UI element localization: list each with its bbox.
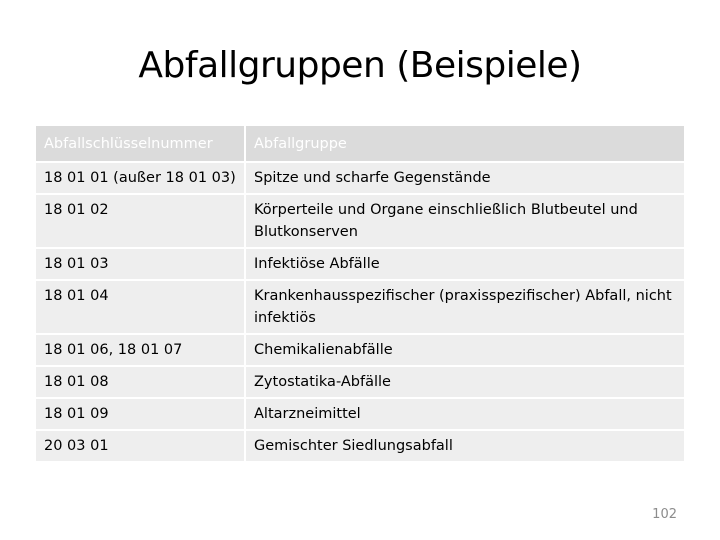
- slide-title: Abfallgruppen (Beispiele): [138, 45, 582, 86]
- table-row: [36, 431, 684, 463]
- cell-waste-group: Altarzneimittel: [246, 399, 684, 431]
- cell-waste-group: Spitze und scharfe Gegenstände: [246, 163, 684, 195]
- table-row: [36, 195, 684, 249]
- page-number: 102: [652, 507, 677, 522]
- cell-waste-code: 18 01 04: [36, 281, 246, 335]
- cell-waste-group: Zytostatika-Abfälle: [246, 367, 684, 399]
- cell-waste-group: Gemischter Siedlungsabfall: [246, 431, 684, 463]
- waste-groups-table: [36, 126, 684, 463]
- cell-waste-code: 18 01 08: [36, 367, 246, 399]
- cell-waste-code: 18 01 03: [36, 249, 246, 281]
- table-row: [36, 335, 684, 367]
- cell-waste-group: Krankenhausspezifischer (praxisspezifischer) Abfall, nicht infektiös: [246, 281, 684, 335]
- table-row: [36, 249, 684, 281]
- cell-waste-group: Körperteile und Organe einschließlich Blutbeutel und Blutkonserven: [246, 195, 684, 249]
- table-row: [36, 367, 684, 399]
- cell-waste-code: 18 01 06, 18 01 07: [36, 335, 246, 367]
- header-waste-code: Abfallschlüsselnummer: [36, 126, 246, 163]
- table-row: [36, 163, 684, 195]
- cell-waste-group: Infektiöse Abfälle: [246, 249, 684, 281]
- table-header-row: [36, 126, 684, 163]
- cell-waste-code: 18 01 01 (außer 18 01 03): [36, 163, 246, 195]
- cell-waste-group: Chemikalienabfälle: [246, 335, 684, 367]
- cell-waste-code: 20 03 01: [36, 431, 246, 463]
- cell-waste-code: 18 01 02: [36, 195, 246, 249]
- table-row: [36, 399, 684, 431]
- header-waste-group: Abfallgruppe: [246, 126, 684, 163]
- cell-waste-code: 18 01 09: [36, 399, 246, 431]
- table-row: [36, 281, 684, 335]
